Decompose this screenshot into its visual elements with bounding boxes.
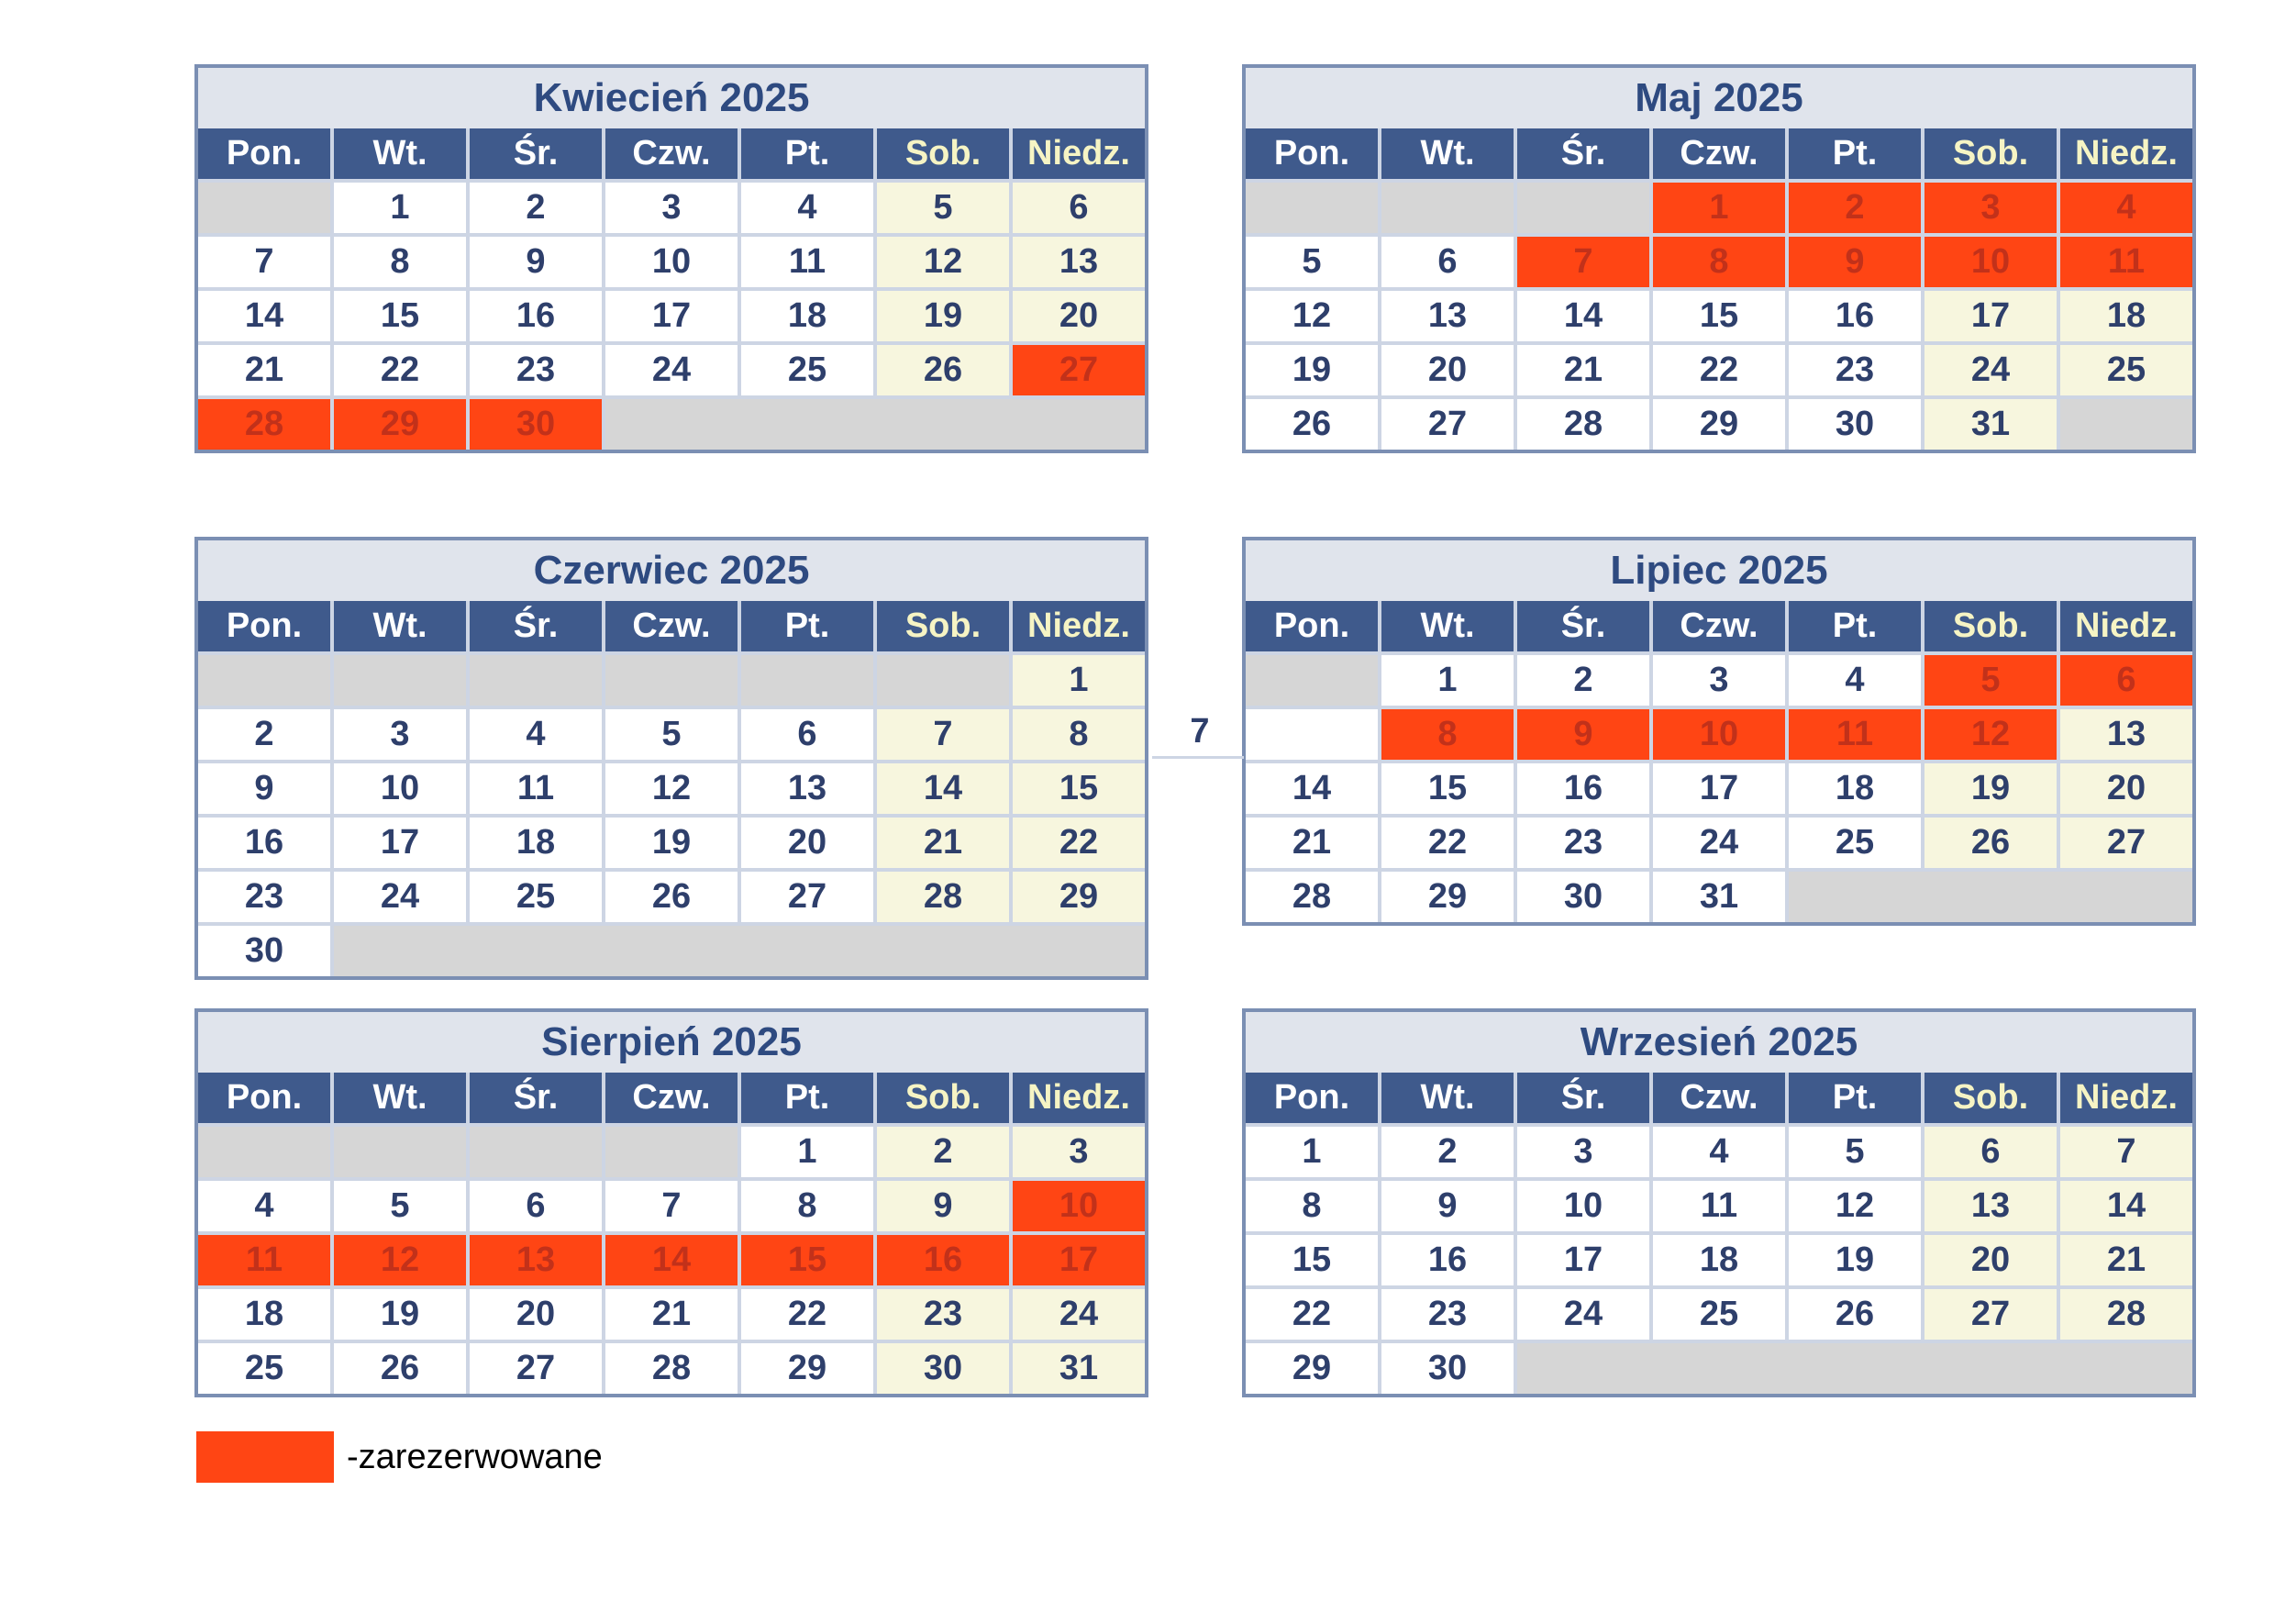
day-cell: 27 xyxy=(1924,1289,2057,1340)
empty-day-cell xyxy=(741,655,873,706)
weekday-header: Pt. xyxy=(741,601,873,651)
day-cell: 18 xyxy=(1789,763,1921,814)
day-cell: 2 xyxy=(470,183,602,233)
day-cell: 7 xyxy=(2060,1127,2192,1177)
day-cell: 19 xyxy=(1789,1235,1921,1285)
day-cell-booked: 11 xyxy=(2060,237,2192,287)
day-cell: 21 xyxy=(877,818,1009,868)
weekday-header: Wt. xyxy=(334,1073,466,1123)
day-cell-booked: 10 xyxy=(1924,237,2057,287)
empty-day-cell xyxy=(1246,655,1378,706)
day-cell: 6 xyxy=(1924,1127,2057,1177)
day-cell-booked: 13 xyxy=(470,1235,602,1285)
weekday-header: Niedz. xyxy=(1013,1073,1145,1123)
empty-day-cell xyxy=(470,655,602,706)
day-cell: 10 xyxy=(605,237,738,287)
day-cell: 20 xyxy=(741,818,873,868)
day-cell: 15 xyxy=(1246,1235,1378,1285)
day-cell: 9 xyxy=(877,1181,1009,1231)
empty-day-cell xyxy=(605,1127,738,1177)
day-cell: 25 xyxy=(1789,818,1921,868)
day-cell: 2 xyxy=(198,709,330,760)
weekday-header: Niedz. xyxy=(1013,601,1145,651)
day-cell-booked: 29 xyxy=(334,399,466,450)
day-cell: 3 xyxy=(605,183,738,233)
day-cell: 6 xyxy=(1381,237,1514,287)
day-cell: 20 xyxy=(1924,1235,2057,1285)
day-cell: 20 xyxy=(2060,763,2192,814)
day-cell: 12 xyxy=(1789,1181,1921,1231)
empty-trailing-cell xyxy=(2060,399,2192,450)
day-cell: 14 xyxy=(877,763,1009,814)
day-cell: 3 xyxy=(1517,1127,1649,1177)
weekday-header: Pon. xyxy=(1246,128,1378,179)
day-cell: 9 xyxy=(470,237,602,287)
day-cell: 17 xyxy=(605,291,738,341)
day-cell: 1 xyxy=(1246,1127,1378,1177)
day-cell: 16 xyxy=(1517,763,1649,814)
day-cell: 5 xyxy=(1789,1127,1921,1177)
calendar-grid xyxy=(1246,128,2192,450)
day-cell: 7 xyxy=(877,709,1009,760)
weekday-header: Wt. xyxy=(334,128,466,179)
day-cell: 16 xyxy=(1381,1235,1514,1285)
day-cell: 7 xyxy=(198,237,330,287)
day-cell: 24 xyxy=(605,345,738,395)
day-cell: 20 xyxy=(1013,291,1145,341)
day-cell: 19 xyxy=(1924,763,2057,814)
day-cell: 4 xyxy=(1789,655,1921,706)
day-cell xyxy=(1246,709,1378,760)
weekday-header: Sob. xyxy=(877,601,1009,651)
empty-trailing-cell xyxy=(334,926,1145,976)
day-cell: 30 xyxy=(1789,399,1921,450)
day-cell: 17 xyxy=(1653,763,1785,814)
calendar-title: Sierpień 2025 xyxy=(198,1012,1145,1073)
day-cell-booked: 16 xyxy=(877,1235,1009,1285)
day-cell: 23 xyxy=(1789,345,1921,395)
day-cell: 10 xyxy=(334,763,466,814)
empty-day-cell xyxy=(1246,183,1378,233)
day-cell: 18 xyxy=(2060,291,2192,341)
day-cell: 2 xyxy=(1517,655,1649,706)
calendar-august-2025 xyxy=(194,1008,1148,1397)
day-cell-booked: 11 xyxy=(1789,709,1921,760)
calendar-grid xyxy=(198,601,1145,976)
day-cell: 30 xyxy=(877,1343,1009,1394)
calendar-may-2025 xyxy=(1242,64,2196,453)
day-cell: 13 xyxy=(2060,709,2192,760)
weekday-header: Sob. xyxy=(1924,601,2057,651)
day-cell: 19 xyxy=(877,291,1009,341)
day-cell: 25 xyxy=(2060,345,2192,395)
day-cell-booked: 10 xyxy=(1013,1181,1145,1231)
day-cell: 26 xyxy=(877,345,1009,395)
day-cell: 25 xyxy=(470,872,602,922)
empty-day-cell xyxy=(198,1127,330,1177)
day-cell-booked: 10 xyxy=(1653,709,1785,760)
day-cell: 13 xyxy=(1381,291,1514,341)
day-cell: 4 xyxy=(741,183,873,233)
weekday-header: Sob. xyxy=(1924,128,2057,179)
day-cell: 27 xyxy=(470,1343,602,1394)
day-cell: 6 xyxy=(470,1181,602,1231)
day-cell: 23 xyxy=(470,345,602,395)
day-cell: 26 xyxy=(334,1343,466,1394)
day-cell-booked: 7 xyxy=(1517,237,1649,287)
day-cell: 31 xyxy=(1924,399,2057,450)
calendar-title: Maj 2025 xyxy=(1246,68,2192,128)
weekday-header: Pon. xyxy=(1246,601,1378,651)
day-cell: 4 xyxy=(198,1181,330,1231)
weekday-header: Śr. xyxy=(470,601,602,651)
calendar-grid xyxy=(1246,601,2192,922)
day-cell: 29 xyxy=(1246,1343,1378,1394)
day-cell-booked: 12 xyxy=(334,1235,466,1285)
weekday-header: Pon. xyxy=(198,128,330,179)
empty-trailing-cell xyxy=(1789,872,2192,922)
day-cell: 24 xyxy=(1013,1289,1145,1340)
day-cell: 21 xyxy=(1517,345,1649,395)
day-cell: 1 xyxy=(741,1127,873,1177)
day-cell-booked: 5 xyxy=(1924,655,2057,706)
empty-day-cell xyxy=(1381,183,1514,233)
divider-line xyxy=(1152,756,1244,759)
day-cell: 27 xyxy=(1381,399,1514,450)
weekday-header: Śr. xyxy=(470,1073,602,1123)
empty-day-cell xyxy=(334,1127,466,1177)
day-cell: 21 xyxy=(2060,1235,2192,1285)
day-cell: 20 xyxy=(470,1289,602,1340)
day-cell: 24 xyxy=(1517,1289,1649,1340)
day-cell: 15 xyxy=(334,291,466,341)
day-cell: 1 xyxy=(1013,655,1145,706)
weekday-header: Wt. xyxy=(334,601,466,651)
day-cell: 29 xyxy=(1013,872,1145,922)
day-cell: 13 xyxy=(1013,237,1145,287)
weekday-header: Pt. xyxy=(741,128,873,179)
day-cell: 4 xyxy=(1653,1127,1785,1177)
day-cell-booked: 28 xyxy=(198,399,330,450)
day-cell: 19 xyxy=(334,1289,466,1340)
day-cell: 28 xyxy=(1246,872,1378,922)
calendar-grid xyxy=(198,1073,1145,1394)
weekday-header: Pt. xyxy=(1789,128,1921,179)
day-cell: 20 xyxy=(1381,345,1514,395)
day-cell: 25 xyxy=(741,345,873,395)
day-cell-booked: 14 xyxy=(605,1235,738,1285)
day-cell: 19 xyxy=(1246,345,1378,395)
day-cell: 9 xyxy=(1381,1181,1514,1231)
weekday-header: Śr. xyxy=(1517,1073,1649,1123)
day-cell: 29 xyxy=(1381,872,1514,922)
calendar-title: Lipiec 2025 xyxy=(1246,540,2192,601)
day-cell: 2 xyxy=(877,1127,1009,1177)
day-cell: 16 xyxy=(1789,291,1921,341)
weekday-header: Pon. xyxy=(198,601,330,651)
weekday-header: Czw. xyxy=(1653,1073,1785,1123)
weekday-header: Śr. xyxy=(470,128,602,179)
day-cell: 30 xyxy=(1381,1343,1514,1394)
day-cell: 5 xyxy=(1246,237,1378,287)
calendar-grid xyxy=(198,128,1145,450)
day-cell: 24 xyxy=(1924,345,2057,395)
day-cell: 10 xyxy=(1517,1181,1649,1231)
day-cell: 5 xyxy=(877,183,1009,233)
day-cell: 12 xyxy=(877,237,1009,287)
weekday-header: Wt. xyxy=(1381,128,1514,179)
weekday-header: Niedz. xyxy=(2060,1073,2192,1123)
day-cell: 31 xyxy=(1013,1343,1145,1394)
day-cell: 30 xyxy=(1517,872,1649,922)
weekday-header: Czw. xyxy=(605,128,738,179)
day-cell-booked: 9 xyxy=(1789,237,1921,287)
weekday-header: Sob. xyxy=(877,128,1009,179)
day-cell: 16 xyxy=(470,291,602,341)
day-cell: 8 xyxy=(1013,709,1145,760)
calendar-title: Kwiecień 2025 xyxy=(198,68,1145,128)
day-cell: 28 xyxy=(1517,399,1649,450)
weekday-header: Sob. xyxy=(877,1073,1009,1123)
weekday-header: Czw. xyxy=(605,601,738,651)
day-cell-booked: 30 xyxy=(470,399,602,450)
day-cell: 8 xyxy=(741,1181,873,1231)
weekday-header: Niedz. xyxy=(2060,601,2192,651)
weekday-header: Czw. xyxy=(605,1073,738,1123)
day-cell: 25 xyxy=(1653,1289,1785,1340)
day-cell: 6 xyxy=(741,709,873,760)
weekday-header: Pon. xyxy=(198,1073,330,1123)
day-cell-booked: 1 xyxy=(1653,183,1785,233)
day-cell-booked: 11 xyxy=(198,1235,330,1285)
day-cell: 2 xyxy=(1381,1127,1514,1177)
legend-swatch-booked xyxy=(196,1431,334,1483)
weekday-header: Pon. xyxy=(1246,1073,1378,1123)
day-cell: 11 xyxy=(741,237,873,287)
day-cell: 27 xyxy=(2060,818,2192,868)
day-cell: 23 xyxy=(1381,1289,1514,1340)
day-cell-booked: 8 xyxy=(1381,709,1514,760)
day-cell: 28 xyxy=(2060,1289,2192,1340)
day-cell: 3 xyxy=(1013,1127,1145,1177)
day-cell: 31 xyxy=(1653,872,1785,922)
day-cell: 13 xyxy=(741,763,873,814)
day-cell: 12 xyxy=(1246,291,1378,341)
day-cell: 8 xyxy=(334,237,466,287)
day-cell: 17 xyxy=(334,818,466,868)
day-cell: 22 xyxy=(334,345,466,395)
day-cell: 23 xyxy=(1517,818,1649,868)
day-cell: 24 xyxy=(1653,818,1785,868)
weekday-header: Wt. xyxy=(1381,1073,1514,1123)
day-cell: 23 xyxy=(877,1289,1009,1340)
calendar-july-2025 xyxy=(1242,537,2196,926)
day-cell: 12 xyxy=(605,763,738,814)
day-cell: 22 xyxy=(1653,345,1785,395)
calendar-september-2025 xyxy=(1242,1008,2196,1397)
empty-day-cell xyxy=(198,655,330,706)
empty-day-cell xyxy=(877,655,1009,706)
day-cell: 4 xyxy=(470,709,602,760)
day-cell: 17 xyxy=(1517,1235,1649,1285)
day-cell-booked: 3 xyxy=(1924,183,2057,233)
day-cell-booked: 8 xyxy=(1653,237,1785,287)
weekday-header: Czw. xyxy=(1653,601,1785,651)
weekday-header: Pt. xyxy=(741,1073,873,1123)
day-cell: 6 xyxy=(1013,183,1145,233)
weekday-header: Pt. xyxy=(1789,1073,1921,1123)
day-cell: 18 xyxy=(1653,1235,1785,1285)
day-cell: 5 xyxy=(605,709,738,760)
weekday-header: Śr. xyxy=(1517,601,1649,651)
day-cell: 22 xyxy=(1013,818,1145,868)
weekday-header: Wt. xyxy=(1381,601,1514,651)
day-cell: 26 xyxy=(1789,1289,1921,1340)
day-cell-booked: 2 xyxy=(1789,183,1921,233)
day-cell: 14 xyxy=(2060,1181,2192,1231)
day-cell: 13 xyxy=(1924,1181,2057,1231)
empty-day-cell xyxy=(198,183,330,233)
day-cell: 1 xyxy=(334,183,466,233)
day-cell-booked: 4 xyxy=(2060,183,2192,233)
day-cell: 14 xyxy=(1246,763,1378,814)
day-cell: 18 xyxy=(198,1289,330,1340)
day-cell: 15 xyxy=(1013,763,1145,814)
weekday-header: Sob. xyxy=(1924,1073,2057,1123)
day-cell-booked: 12 xyxy=(1924,709,2057,760)
day-cell: 24 xyxy=(334,872,466,922)
day-cell: 18 xyxy=(741,291,873,341)
day-cell-booked: 17 xyxy=(1013,1235,1145,1285)
day-cell: 22 xyxy=(1246,1289,1378,1340)
stray-day-label: 7 xyxy=(1190,712,1210,751)
day-cell: 8 xyxy=(1246,1181,1378,1231)
day-cell: 26 xyxy=(1246,399,1378,450)
day-cell: 17 xyxy=(1924,291,2057,341)
day-cell: 11 xyxy=(470,763,602,814)
calendar-title: Wrzesień 2025 xyxy=(1246,1012,2192,1073)
day-cell: 15 xyxy=(1381,763,1514,814)
day-cell: 26 xyxy=(605,872,738,922)
day-cell: 29 xyxy=(1653,399,1785,450)
empty-day-cell xyxy=(334,655,466,706)
day-cell: 25 xyxy=(198,1343,330,1394)
calendar-title: Czerwiec 2025 xyxy=(198,540,1145,601)
weekday-header: Śr. xyxy=(1517,128,1649,179)
day-cell: 9 xyxy=(198,763,330,814)
weekday-header: Niedz. xyxy=(2060,128,2192,179)
empty-trailing-cell xyxy=(1517,1343,2192,1394)
day-cell: 23 xyxy=(198,872,330,922)
weekday-header: Pt. xyxy=(1789,601,1921,651)
empty-day-cell xyxy=(605,655,738,706)
day-cell: 21 xyxy=(198,345,330,395)
day-cell-booked: 9 xyxy=(1517,709,1649,760)
day-cell: 5 xyxy=(334,1181,466,1231)
day-cell: 1 xyxy=(1381,655,1514,706)
weekday-header: Czw. xyxy=(1653,128,1785,179)
day-cell-booked: 6 xyxy=(2060,655,2192,706)
day-cell: 11 xyxy=(1653,1181,1785,1231)
day-cell: 15 xyxy=(1653,291,1785,341)
day-cell: 26 xyxy=(1924,818,2057,868)
day-cell: 3 xyxy=(334,709,466,760)
legend-label-booked: -zarezerwowane xyxy=(347,1438,603,1476)
day-cell: 7 xyxy=(605,1181,738,1231)
day-cell: 28 xyxy=(605,1343,738,1394)
calendar-june-2025 xyxy=(194,537,1148,980)
day-cell: 22 xyxy=(741,1289,873,1340)
calendar-april-2025 xyxy=(194,64,1148,453)
empty-day-cell xyxy=(470,1127,602,1177)
day-cell: 14 xyxy=(198,291,330,341)
day-cell: 30 xyxy=(198,926,330,976)
day-cell: 22 xyxy=(1381,818,1514,868)
day-cell-booked: 27 xyxy=(1013,345,1145,395)
day-cell: 27 xyxy=(741,872,873,922)
empty-day-cell xyxy=(1517,183,1649,233)
day-cell: 29 xyxy=(741,1343,873,1394)
day-cell: 21 xyxy=(605,1289,738,1340)
empty-trailing-cell xyxy=(605,399,1145,450)
calendar-grid xyxy=(1246,1073,2192,1394)
weekday-header: Niedz. xyxy=(1013,128,1145,179)
day-cell: 14 xyxy=(1517,291,1649,341)
day-cell: 21 xyxy=(1246,818,1378,868)
day-cell: 16 xyxy=(198,818,330,868)
day-cell: 3 xyxy=(1653,655,1785,706)
day-cell: 18 xyxy=(470,818,602,868)
day-cell: 28 xyxy=(877,872,1009,922)
day-cell-booked: 15 xyxy=(741,1235,873,1285)
day-cell: 19 xyxy=(605,818,738,868)
